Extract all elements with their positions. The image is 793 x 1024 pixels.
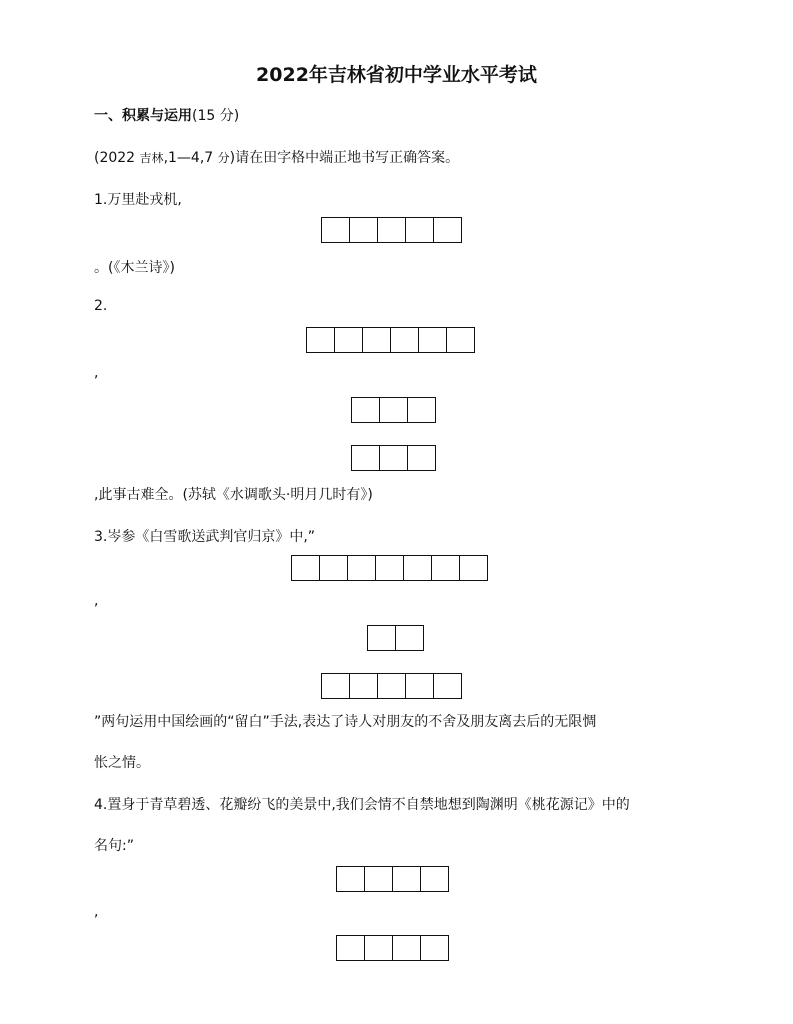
intro-suffix: )请在田字格中端正地书写正确答案。	[229, 150, 460, 166]
grid-cell[interactable]	[321, 217, 350, 243]
question-3-explanation: ”两句运用中国绘画的“留白”手法,表达了诗人对朋友的不舍及朋友离去后的无限惆	[94, 714, 597, 730]
intro-source: 吉林	[139, 151, 164, 165]
grid-cell[interactable]	[349, 673, 378, 699]
grid-cell[interactable]	[319, 555, 348, 581]
grid-cell[interactable]	[375, 555, 404, 581]
question-2-source: ,此事古难全。(苏轼《水调歌头·明月几时有》)	[94, 487, 373, 503]
grid-cell[interactable]	[367, 625, 396, 651]
grid-cell[interactable]	[407, 397, 436, 423]
grid-cell[interactable]	[433, 217, 462, 243]
grid-cell[interactable]	[379, 397, 408, 423]
grid-cell[interactable]	[407, 445, 436, 471]
grid-cell[interactable]	[420, 935, 449, 961]
grid-cell[interactable]	[364, 866, 393, 892]
grid-cell[interactable]	[433, 673, 462, 699]
grid-cell[interactable]	[306, 327, 335, 353]
grid-cell[interactable]	[336, 866, 365, 892]
intro-range: ,1—4,7	[163, 150, 218, 166]
answer-grid[interactable]	[321, 673, 462, 699]
grid-cell[interactable]	[431, 555, 460, 581]
grid-cell[interactable]	[349, 217, 378, 243]
question-4-text-cont: 名句:”	[94, 838, 134, 854]
question-1-text: 1.万里赴戎机,	[94, 192, 182, 208]
intro-prefix: (2022	[94, 150, 140, 166]
grid-cell[interactable]	[362, 327, 391, 353]
grid-cell[interactable]	[392, 935, 421, 961]
grid-cell[interactable]	[379, 445, 408, 471]
grid-cell[interactable]	[347, 555, 376, 581]
instructions	[94, 147, 459, 167]
grid-cell[interactable]	[392, 866, 421, 892]
grid-cell[interactable]	[321, 673, 350, 699]
section-heading-text: 一、积累与运用	[94, 108, 192, 124]
grid-cell[interactable]	[418, 327, 447, 353]
answer-grid[interactable]	[336, 935, 449, 961]
question-3-comma: ,	[94, 593, 99, 609]
section-heading	[94, 105, 239, 125]
grid-cell[interactable]	[377, 673, 406, 699]
grid-cell[interactable]	[336, 935, 365, 961]
answer-grid[interactable]	[336, 866, 449, 892]
answer-grid[interactable]	[291, 555, 488, 581]
grid-cell[interactable]	[459, 555, 488, 581]
question-4-text: 4.置身于青草碧透、花瓣纷飞的美景中,我们会情不自禁地想到陶渊明《桃花源记》中的	[94, 797, 630, 813]
intro-fen: 分	[217, 151, 230, 165]
grid-cell[interactable]	[291, 555, 320, 581]
grid-cell[interactable]	[405, 673, 434, 699]
question-3-explanation-cont: 怅之情。	[94, 755, 150, 771]
answer-grid[interactable]	[306, 327, 475, 353]
question-1-source: 。(《木兰诗》)	[94, 260, 175, 276]
question-2-number: 2.	[94, 298, 108, 314]
answer-grid[interactable]	[351, 445, 436, 471]
grid-cell[interactable]	[364, 935, 393, 961]
grid-cell[interactable]	[390, 327, 419, 353]
grid-cell[interactable]	[334, 327, 363, 353]
question-3-text: 3.岑参《白雪歌送武判官归京》中,”	[94, 529, 316, 545]
answer-grid[interactable]	[351, 397, 436, 423]
grid-cell[interactable]	[351, 445, 380, 471]
grid-cell[interactable]	[395, 625, 424, 651]
grid-cell[interactable]	[403, 555, 432, 581]
answer-grid[interactable]	[367, 625, 424, 651]
answer-grid[interactable]	[321, 217, 462, 243]
grid-cell[interactable]	[377, 217, 406, 243]
section-score: (15 分)	[192, 108, 240, 124]
page-title: 2022年吉林省初中学业水平考试	[256, 64, 537, 86]
grid-cell[interactable]	[405, 217, 434, 243]
grid-cell[interactable]	[446, 327, 475, 353]
grid-cell[interactable]	[420, 866, 449, 892]
question-2-comma: ,	[94, 365, 99, 381]
question-4-comma: ,	[94, 904, 99, 920]
grid-cell[interactable]	[351, 397, 380, 423]
